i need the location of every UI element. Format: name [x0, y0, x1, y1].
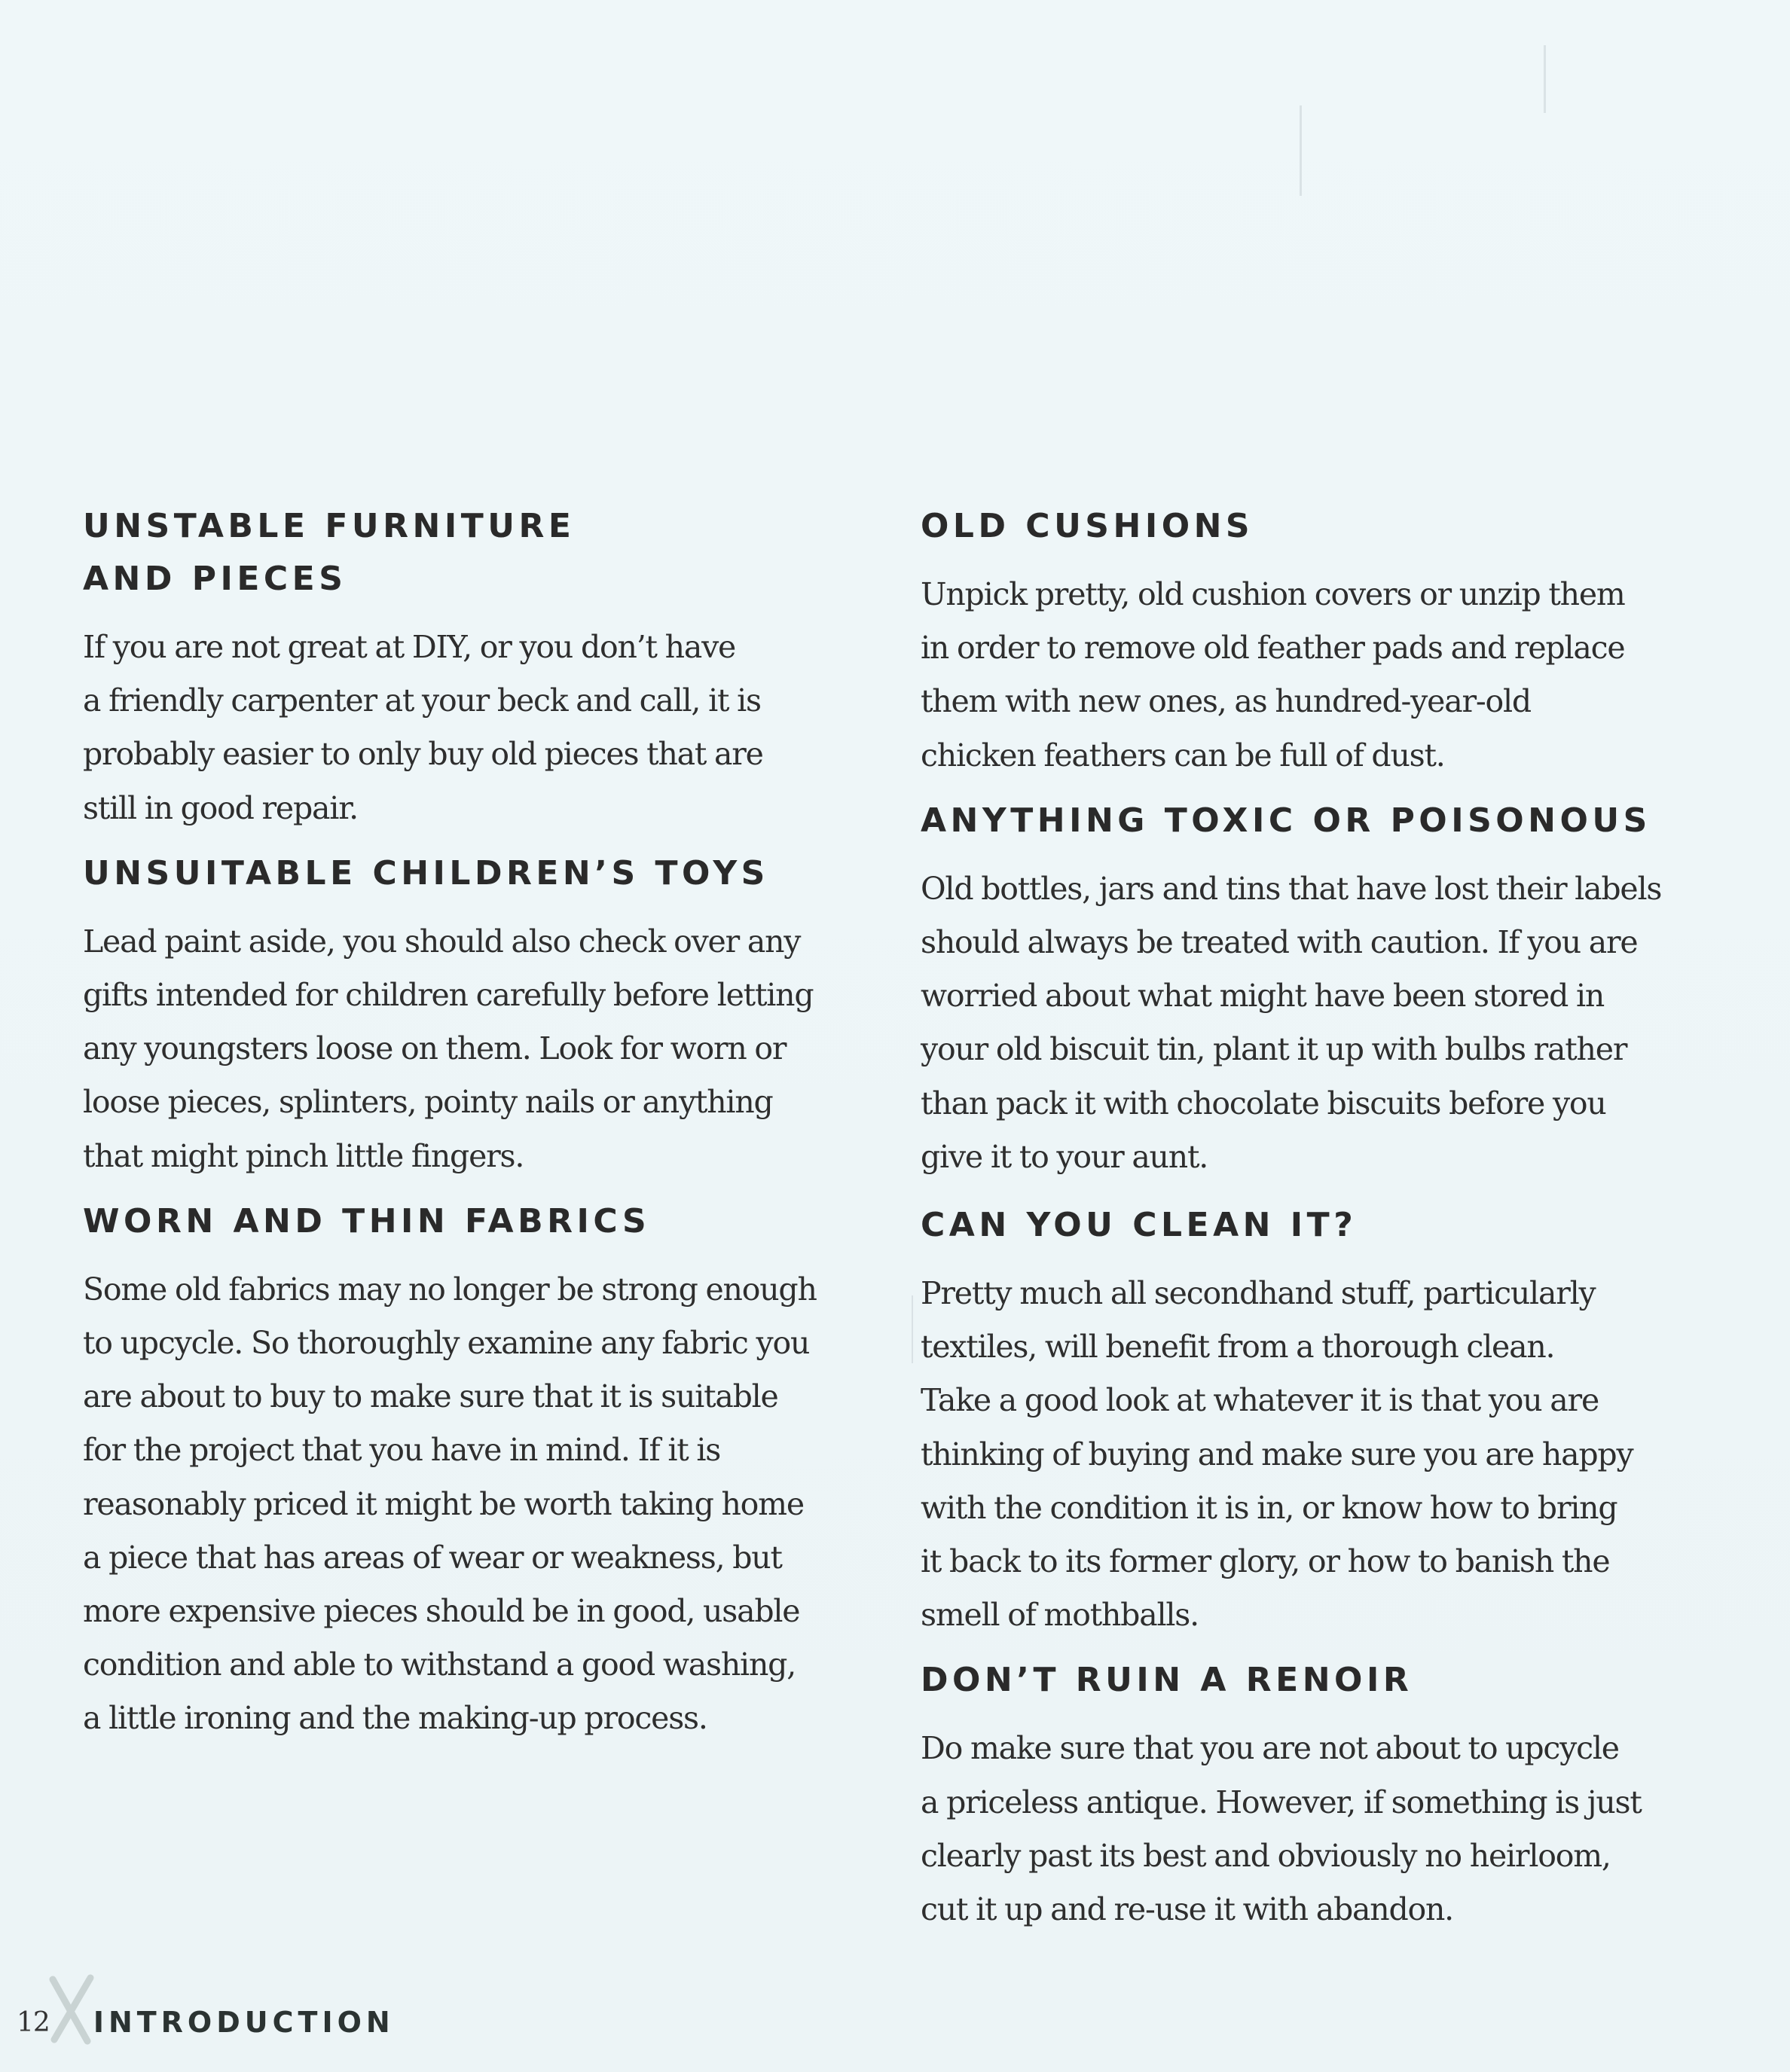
heading-line: CAN YOU CLEAN IT? [921, 1206, 1358, 1245]
body-line: thinking of buying and make sure you are happy [921, 1436, 1633, 1472]
body-line: still in good repair. [83, 789, 358, 826]
body-line: cut it up and re-use it with abandon. [921, 1891, 1454, 1928]
body-line: in order to remove old feather pads and replace [921, 630, 1625, 667]
section-heading [921, 500, 1719, 553]
section-heading [921, 1654, 1719, 1707]
section-heading [921, 795, 1719, 847]
section-heading [83, 1195, 866, 1248]
body-line: a little ironing and the making-up process. [83, 1700, 707, 1737]
body-line: clearly past its best and obviously no heirloom, [921, 1837, 1611, 1874]
section-body [921, 1267, 1719, 1642]
body-line: worried about what might have been stored in [921, 978, 1605, 1015]
section-unsuitable-toys [83, 847, 866, 1183]
body-line: smell of mothballs. [921, 1597, 1199, 1634]
body-line: Old bottles, jars and tins that have lost their labels [921, 870, 1662, 907]
heading-line: DON’T RUIN A RENOIR [921, 1661, 1413, 1700]
chapter-title: INTRODUCTION [93, 2006, 395, 2039]
body-line: gifts intended for children carefully before letting [83, 977, 814, 1014]
right-column [921, 500, 1719, 1936]
scan-artifact [1544, 45, 1546, 113]
body-line: a friendly carpenter at your beck and call, it is [83, 682, 761, 719]
page-footer [17, 1996, 395, 2049]
body-line: give it to your aunt. [921, 1138, 1208, 1175]
body-line: Lead paint aside, you should also check over any [83, 923, 801, 960]
heading-line: UNSUITABLE CHILDREN’S TOYS [83, 853, 769, 893]
body-line: for the project that you have in mind. If it is [83, 1432, 721, 1469]
section-can-you-clean-it [921, 1199, 1719, 1642]
body-line: reasonably priced it might be worth taking home [83, 1485, 804, 1522]
body-line: than pack it with chocolate biscuits before you [921, 1085, 1606, 1121]
section-toxic-poisonous [921, 795, 1719, 1184]
scan-artifact [912, 1295, 913, 1363]
section-heading [83, 847, 866, 900]
section-body [83, 915, 866, 1183]
section-old-cushions [921, 500, 1719, 783]
left-column [83, 500, 866, 1746]
body-line: should always be treated with caution. If you are [921, 924, 1638, 961]
body-line: a priceless antique. However, if something is just [921, 1784, 1642, 1820]
body-line: textiles, will benefit from a thorough clean. [921, 1329, 1555, 1366]
body-line: Unpick pretty, old cushion covers or unzip them [921, 576, 1625, 612]
page-number: 12 [17, 2006, 50, 2038]
body-line: Pretty much all secondhand stuff, particularly [921, 1275, 1596, 1312]
body-line: with the condition it is in, or know how to bring [921, 1489, 1617, 1526]
body-line: Do make sure that you are not about to upcycle [921, 1730, 1619, 1767]
section-body [921, 1722, 1719, 1936]
section-unstable-furniture [83, 500, 866, 835]
heading-line: AND PIECES [83, 560, 347, 598]
heading-line: ANYTHING TOXIC OR POISONOUS [921, 801, 1651, 840]
body-line: to upcycle. So thoroughly examine any fabric you [83, 1325, 810, 1362]
section-body [921, 568, 1719, 783]
body-line: condition and able to withstand a good washing, [83, 1646, 796, 1683]
heading-line: UNSTABLE FURNITURE [83, 507, 576, 545]
body-line: Take a good look at whatever it is that you are [921, 1382, 1599, 1419]
section-heading [83, 500, 866, 606]
body-line: If you are not great at DIY, or you don’t have [83, 629, 736, 665]
section-heading [921, 1199, 1719, 1252]
scan-artifact [1300, 105, 1302, 196]
section-body [83, 621, 866, 835]
body-line: them with new ones, as hundred-year-old [921, 683, 1531, 720]
body-line: it back to its former glory, or how to banish the [921, 1543, 1610, 1580]
body-line: any youngsters loose on them. Look for worn or [83, 1030, 787, 1067]
body-line: that might pinch little fingers. [83, 1137, 524, 1174]
section-body [921, 862, 1719, 1184]
heading-line: WORN AND THIN FABRICS [83, 1201, 651, 1240]
heading-line: OLD CUSHIONS [921, 507, 1254, 545]
section-dont-ruin-renoir [921, 1654, 1719, 1936]
x-cross-icon [44, 1981, 98, 2064]
body-line: Some old fabrics may no longer be strong enough [83, 1271, 817, 1308]
body-line: probably easier to only buy old pieces that are [83, 736, 763, 773]
section-worn-fabrics [83, 1195, 866, 1746]
body-line: a piece that has areas of wear or weakness, but [83, 1539, 782, 1576]
body-line: chicken feathers can be full of dust. [921, 737, 1445, 774]
body-line: your old biscuit tin, plant it up with bulbs rather [921, 1031, 1627, 1068]
body-line: are about to buy to make sure that it is suitable [83, 1378, 778, 1415]
section-body [83, 1263, 866, 1746]
body-line: loose pieces, splinters, pointy nails or anything [83, 1084, 773, 1121]
body-line: more expensive pieces should be in good, usable [83, 1593, 800, 1630]
